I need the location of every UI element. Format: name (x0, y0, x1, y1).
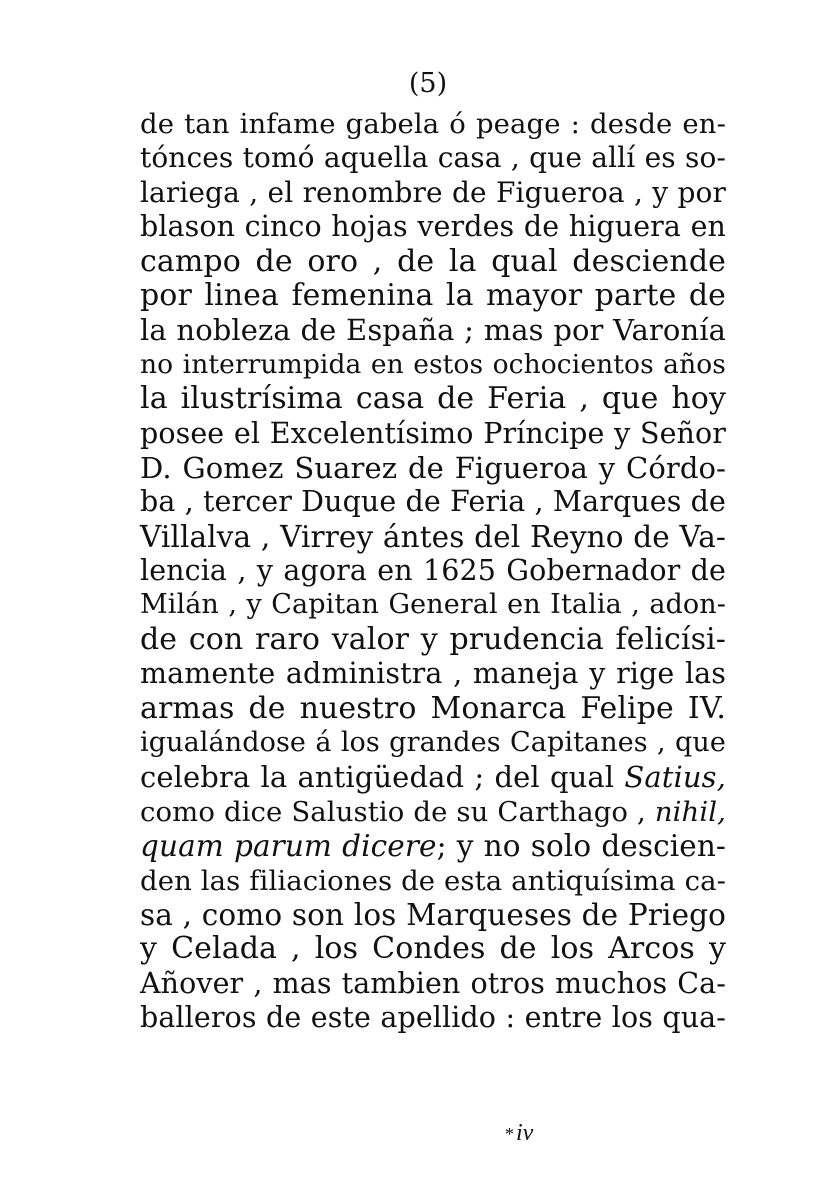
text-line: de tan infame gabela ó peage : desde en- (140, 108, 726, 140)
text-line: sa , como son los Marqueses de Priego (140, 897, 726, 932)
text-segment: celebra la antigüedad ; del qual (140, 760, 615, 795)
text-line-nihil (140, 795, 726, 829)
text-line: den las filiaciones de esta antiquísima ca- (140, 864, 726, 897)
text-line: balleros de este apellido : entre los qua- (140, 1001, 726, 1035)
signature-mark: iv (516, 1120, 534, 1146)
text-segment: como dice Salustio de su Carthago , (140, 795, 646, 828)
text-line: campo de oro , de la qual desciende (140, 243, 726, 279)
text-segment: ; y no solo descien- (436, 829, 726, 864)
page-number: (5) (408, 68, 448, 99)
text-line-quam (140, 829, 726, 863)
text-line: no interrumpida en estos ochocientos años (140, 348, 726, 380)
text-line: Añover , mas tambien otros muchos Ca- (140, 966, 726, 1000)
text-line: lencia , y agora en 1625 Gobernador de (140, 554, 726, 588)
text-line: posee el Excelentísimo Príncipe y Señor (140, 416, 726, 450)
body-text (140, 107, 726, 1036)
text-line: mamente administra , maneja y rige las (140, 657, 726, 691)
text-line: la ilustrísima casa de Feria , que hoy (140, 381, 726, 417)
catchword (505, 1119, 533, 1148)
italic-phrase: quam parum dicere (140, 829, 437, 864)
text-line: ba , tercer Duque de Feria , Marques de (140, 485, 726, 519)
text-line: D. Gomez Suarez de Figueroa y Córdo- (140, 450, 726, 485)
text-line: Villalva , Virrey ántes del Reyno de Va- (140, 519, 726, 554)
text-line: tónces tomó aquella casa , que allí es so- (140, 141, 726, 175)
italic-word: nihil, (654, 795, 726, 828)
italic-word: Satius, (624, 760, 726, 795)
text-line: lariega , el renombre de Figueroa , y por (140, 175, 726, 209)
text-line-satius (140, 760, 726, 794)
text-line: de con raro valor y prudencia felicísi- (140, 621, 726, 657)
text-line: igualándose á los grandes Capitanes , que (140, 727, 726, 759)
text-line: por linea femenina la mayor parte de (140, 277, 726, 313)
text-line: la nobleza de España ; mas por Varonía (140, 313, 726, 348)
signature-star: * (505, 1124, 514, 1144)
text-line: armas de nuestro Monarca Felipe IV. (140, 690, 726, 726)
text-line: y Celada , los Condes de los Arcos y (140, 931, 726, 967)
text-line: Milán , y Capitan General en Italia , adon- (140, 589, 726, 621)
text-line: blason cinco hojas verdes de higuera en (140, 210, 726, 244)
